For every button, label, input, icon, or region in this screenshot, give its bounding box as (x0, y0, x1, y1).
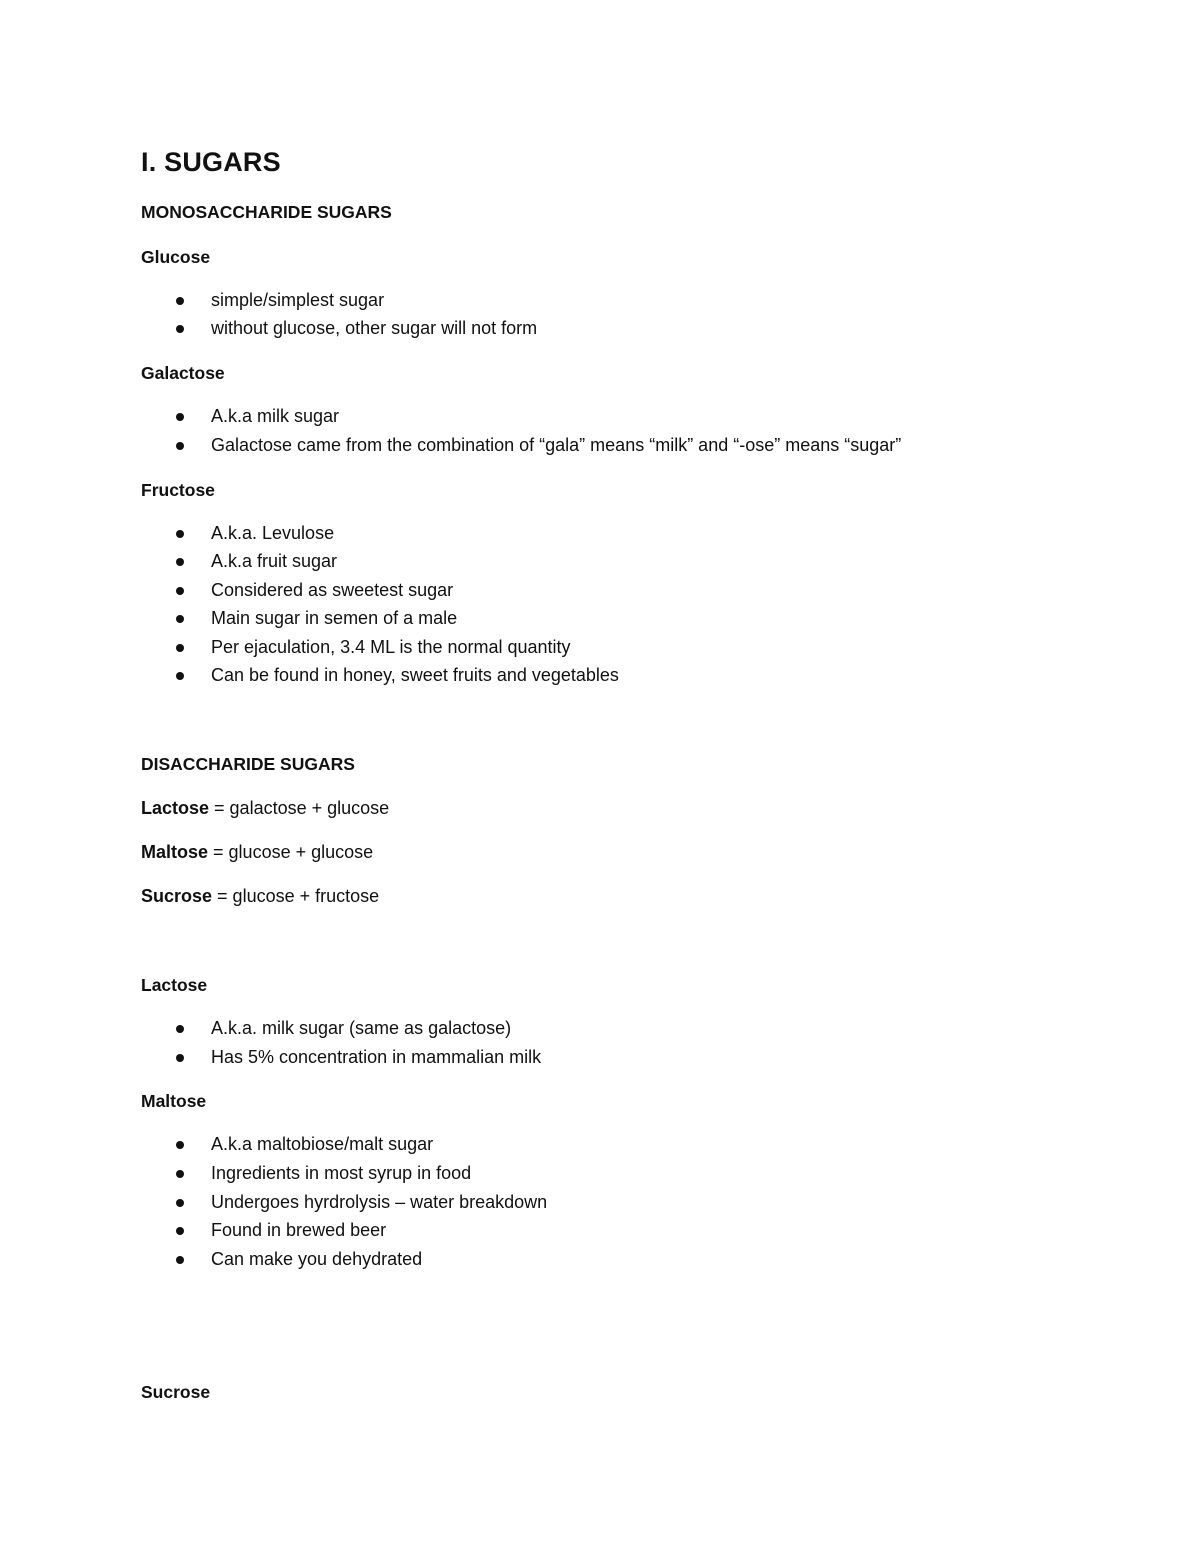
bullet-icon (176, 672, 184, 680)
list-item: Found in brewed beer (176, 1220, 386, 1241)
bullet-icon (176, 1141, 184, 1149)
bullet-icon (176, 1227, 184, 1235)
subheading-maltose: Maltose (141, 1091, 207, 1111)
bullet-icon (176, 1054, 184, 1062)
list-item: A.k.a maltobiose/malt sugar (176, 1134, 433, 1155)
bullet-icon (176, 1170, 184, 1178)
list-item: A.k.a fruit sugar (176, 551, 337, 572)
list-item: Ingredients in most syrup in food (176, 1163, 471, 1184)
bullet-icon (176, 558, 184, 566)
list-item: A.k.a milk sugar (176, 406, 339, 427)
subheading-sucrose: Sucrose (141, 1382, 211, 1402)
subheading-fructose: Fructose (141, 480, 215, 500)
list-item: Has 5% concentration in mammalian milk (176, 1047, 541, 1068)
bullet-icon (176, 530, 184, 538)
list-item: Considered as sweetest sugar (176, 580, 453, 601)
bullet-icon (176, 1199, 184, 1207)
list-item: Can be found in honey, sweet fruits and vegetables (176, 665, 619, 686)
list-item: simple/simplest sugar (176, 290, 384, 311)
list-item: Can make you dehydrated (176, 1249, 422, 1270)
list-item: Main sugar in semen of a male (176, 608, 457, 629)
list-item: Galactose came from the combination of “gala” means “milk” and “-ose” means “sugar” (176, 435, 901, 456)
section-heading-disaccharide: DISACCHARIDE SUGARS (141, 754, 355, 774)
subheading-lactose: Lactose (141, 975, 208, 995)
bullet-icon (176, 413, 184, 421)
formula-sucrose: Sucrose = glucose + fructose (141, 886, 380, 906)
section-heading-monosaccharide: MONOSACCHARIDE SUGARS (141, 202, 392, 222)
formula-maltose: Maltose = glucose + glucose (141, 842, 374, 862)
list-item: Per ejaculation, 3.4 ML is the normal quantity (176, 637, 571, 658)
list-item: Undergoes hyrdrolysis – water breakdown (176, 1192, 547, 1213)
page-title: I. SUGARS (141, 147, 281, 177)
formula-lactose: Lactose = galactose + glucose (141, 798, 390, 818)
subheading-galactose: Galactose (141, 363, 225, 383)
bullet-icon (176, 644, 184, 652)
subheading-glucose: Glucose (141, 247, 211, 267)
bullet-icon (176, 587, 184, 595)
list-item: A.k.a. milk sugar (same as galactose) (176, 1018, 511, 1039)
bullet-icon (176, 442, 184, 450)
list-item: without glucose, other sugar will not form (176, 318, 537, 339)
bullet-icon (176, 1256, 184, 1264)
bullet-icon (176, 615, 184, 623)
list-item: A.k.a. Levulose (176, 523, 334, 544)
bullet-icon (176, 325, 184, 333)
bullet-icon (176, 297, 184, 305)
bullet-icon (176, 1025, 184, 1033)
